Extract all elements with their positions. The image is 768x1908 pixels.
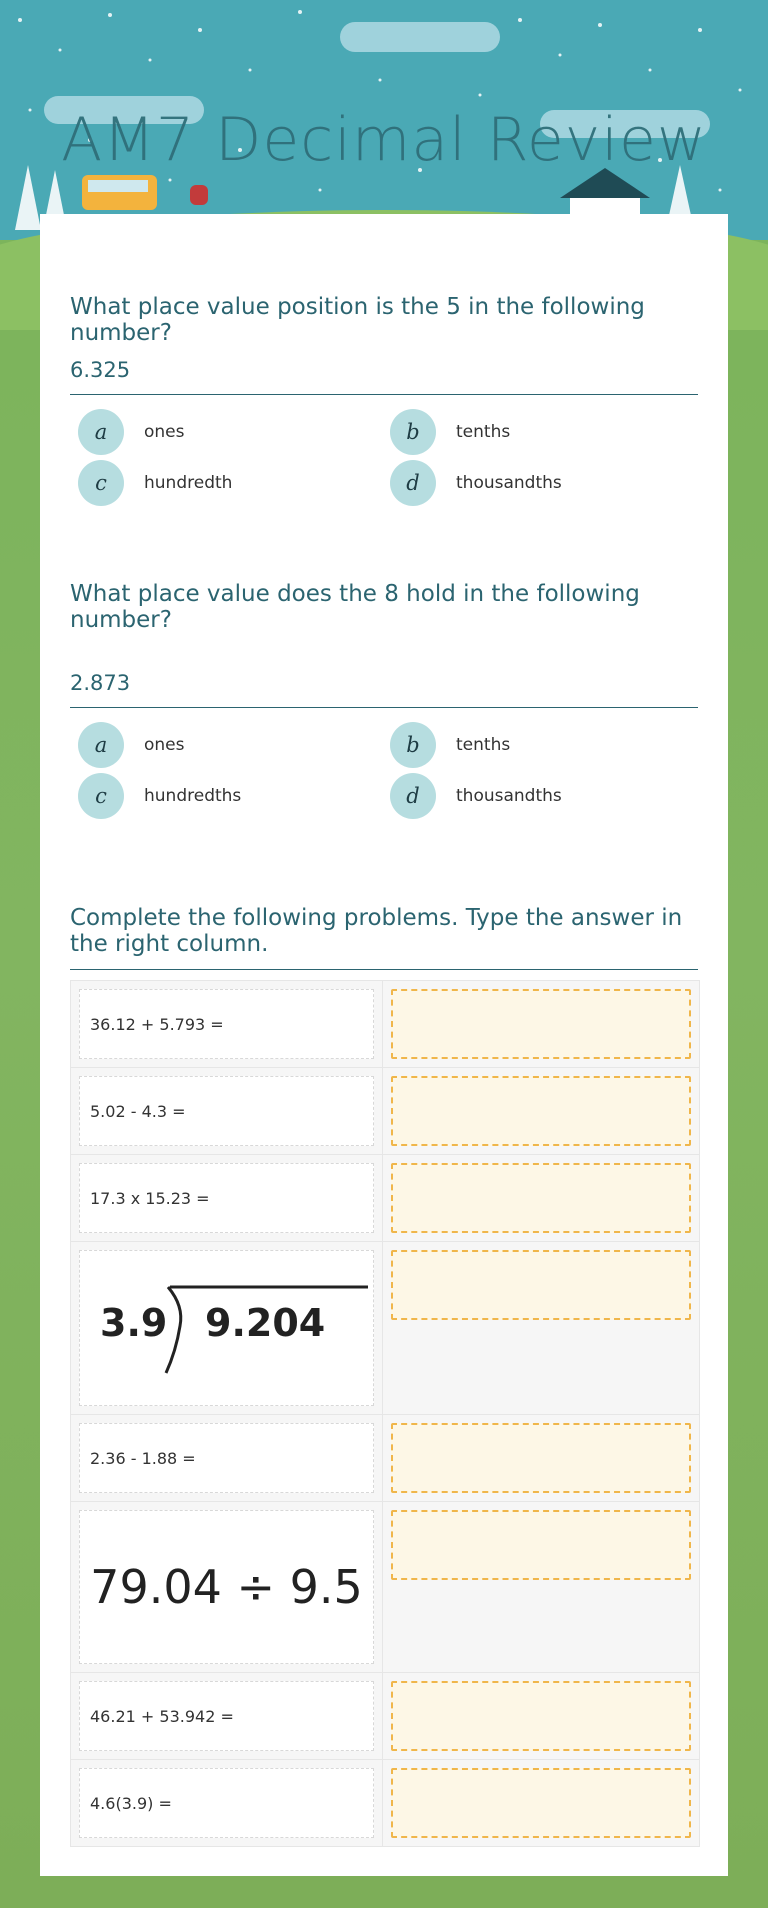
divider <box>70 707 698 708</box>
option-label: ones <box>144 422 185 442</box>
long-division-image <box>79 1250 374 1406</box>
option-letter: c <box>78 773 124 819</box>
question-text: What place value position is the 5 in the following number? <box>70 294 645 346</box>
options <box>70 722 698 832</box>
option-letter: b <box>390 409 436 455</box>
house-icon <box>550 168 660 218</box>
option-letter: d <box>390 773 436 819</box>
option-letter: a <box>78 722 124 768</box>
answer-input[interactable] <box>391 1681 691 1751</box>
option-label: hundredths <box>144 786 242 806</box>
option-a[interactable] <box>78 722 185 768</box>
options <box>70 409 698 519</box>
table-row <box>71 1502 699 1673</box>
division-expression-image <box>79 1510 374 1664</box>
option-label: ones <box>144 735 185 755</box>
page-title: AM7 Decimal Review <box>61 105 707 175</box>
answer-input[interactable] <box>391 1423 691 1493</box>
question-text: What place value does the 8 hold in the following number? <box>70 581 640 633</box>
problem-text: 46.21 + 53.942 = <box>79 1681 374 1751</box>
option-d[interactable] <box>390 773 562 819</box>
divisor: 3.9 <box>100 1301 168 1345</box>
question-number: 2.873 <box>70 671 131 695</box>
problems-table <box>70 980 700 1847</box>
table-row <box>71 1673 699 1760</box>
option-label: hundredth <box>144 473 233 493</box>
answer-input[interactable] <box>391 1768 691 1838</box>
table-row <box>71 1242 699 1415</box>
division-expression: 79.04 ÷ 9.5 <box>90 1560 363 1614</box>
table-row <box>71 1068 699 1155</box>
option-a[interactable] <box>78 409 185 455</box>
option-b[interactable] <box>390 409 510 455</box>
divider <box>70 394 698 395</box>
table-row <box>71 1760 699 1846</box>
divider <box>70 969 698 970</box>
reindeer-icon <box>185 175 215 215</box>
question-1 <box>70 294 698 519</box>
option-d[interactable] <box>390 460 562 506</box>
table-row <box>71 1415 699 1502</box>
dividend: 9.204 <box>205 1301 326 1345</box>
bus-icon <box>80 170 165 215</box>
answer-input[interactable] <box>391 1163 691 1233</box>
option-label: tenths <box>456 735 511 755</box>
option-label: thousandths <box>456 473 562 493</box>
answer-input[interactable] <box>391 1076 691 1146</box>
problems-heading: Complete the following problems. Type the answer in the right column. <box>70 905 683 957</box>
question-number: 6.325 <box>70 358 131 382</box>
option-b[interactable] <box>390 722 510 768</box>
answer-input[interactable] <box>391 1250 691 1320</box>
option-letter: c <box>78 460 124 506</box>
table-row <box>71 1155 699 1242</box>
option-label: tenths <box>456 422 511 442</box>
table-row <box>71 981 699 1068</box>
worksheet-card <box>40 214 728 1876</box>
problem-text: 17.3 x 15.23 = <box>79 1163 374 1233</box>
option-label: thousandths <box>456 786 562 806</box>
problems-section <box>70 905 698 970</box>
answer-input[interactable] <box>391 1510 691 1580</box>
problem-text: 5.02 - 4.3 = <box>79 1076 374 1146</box>
cloud-icon <box>340 22 500 52</box>
problem-text: 4.6(3.9) = <box>79 1768 374 1838</box>
problem-text: 36.12 + 5.793 = <box>79 989 374 1059</box>
option-c[interactable] <box>78 460 232 506</box>
question-2 <box>70 581 698 832</box>
problem-text: 2.36 - 1.88 = <box>79 1423 374 1493</box>
answer-input[interactable] <box>391 989 691 1059</box>
option-letter: b <box>390 722 436 768</box>
option-c[interactable] <box>78 773 241 819</box>
option-letter: a <box>78 409 124 455</box>
option-letter: d <box>390 460 436 506</box>
